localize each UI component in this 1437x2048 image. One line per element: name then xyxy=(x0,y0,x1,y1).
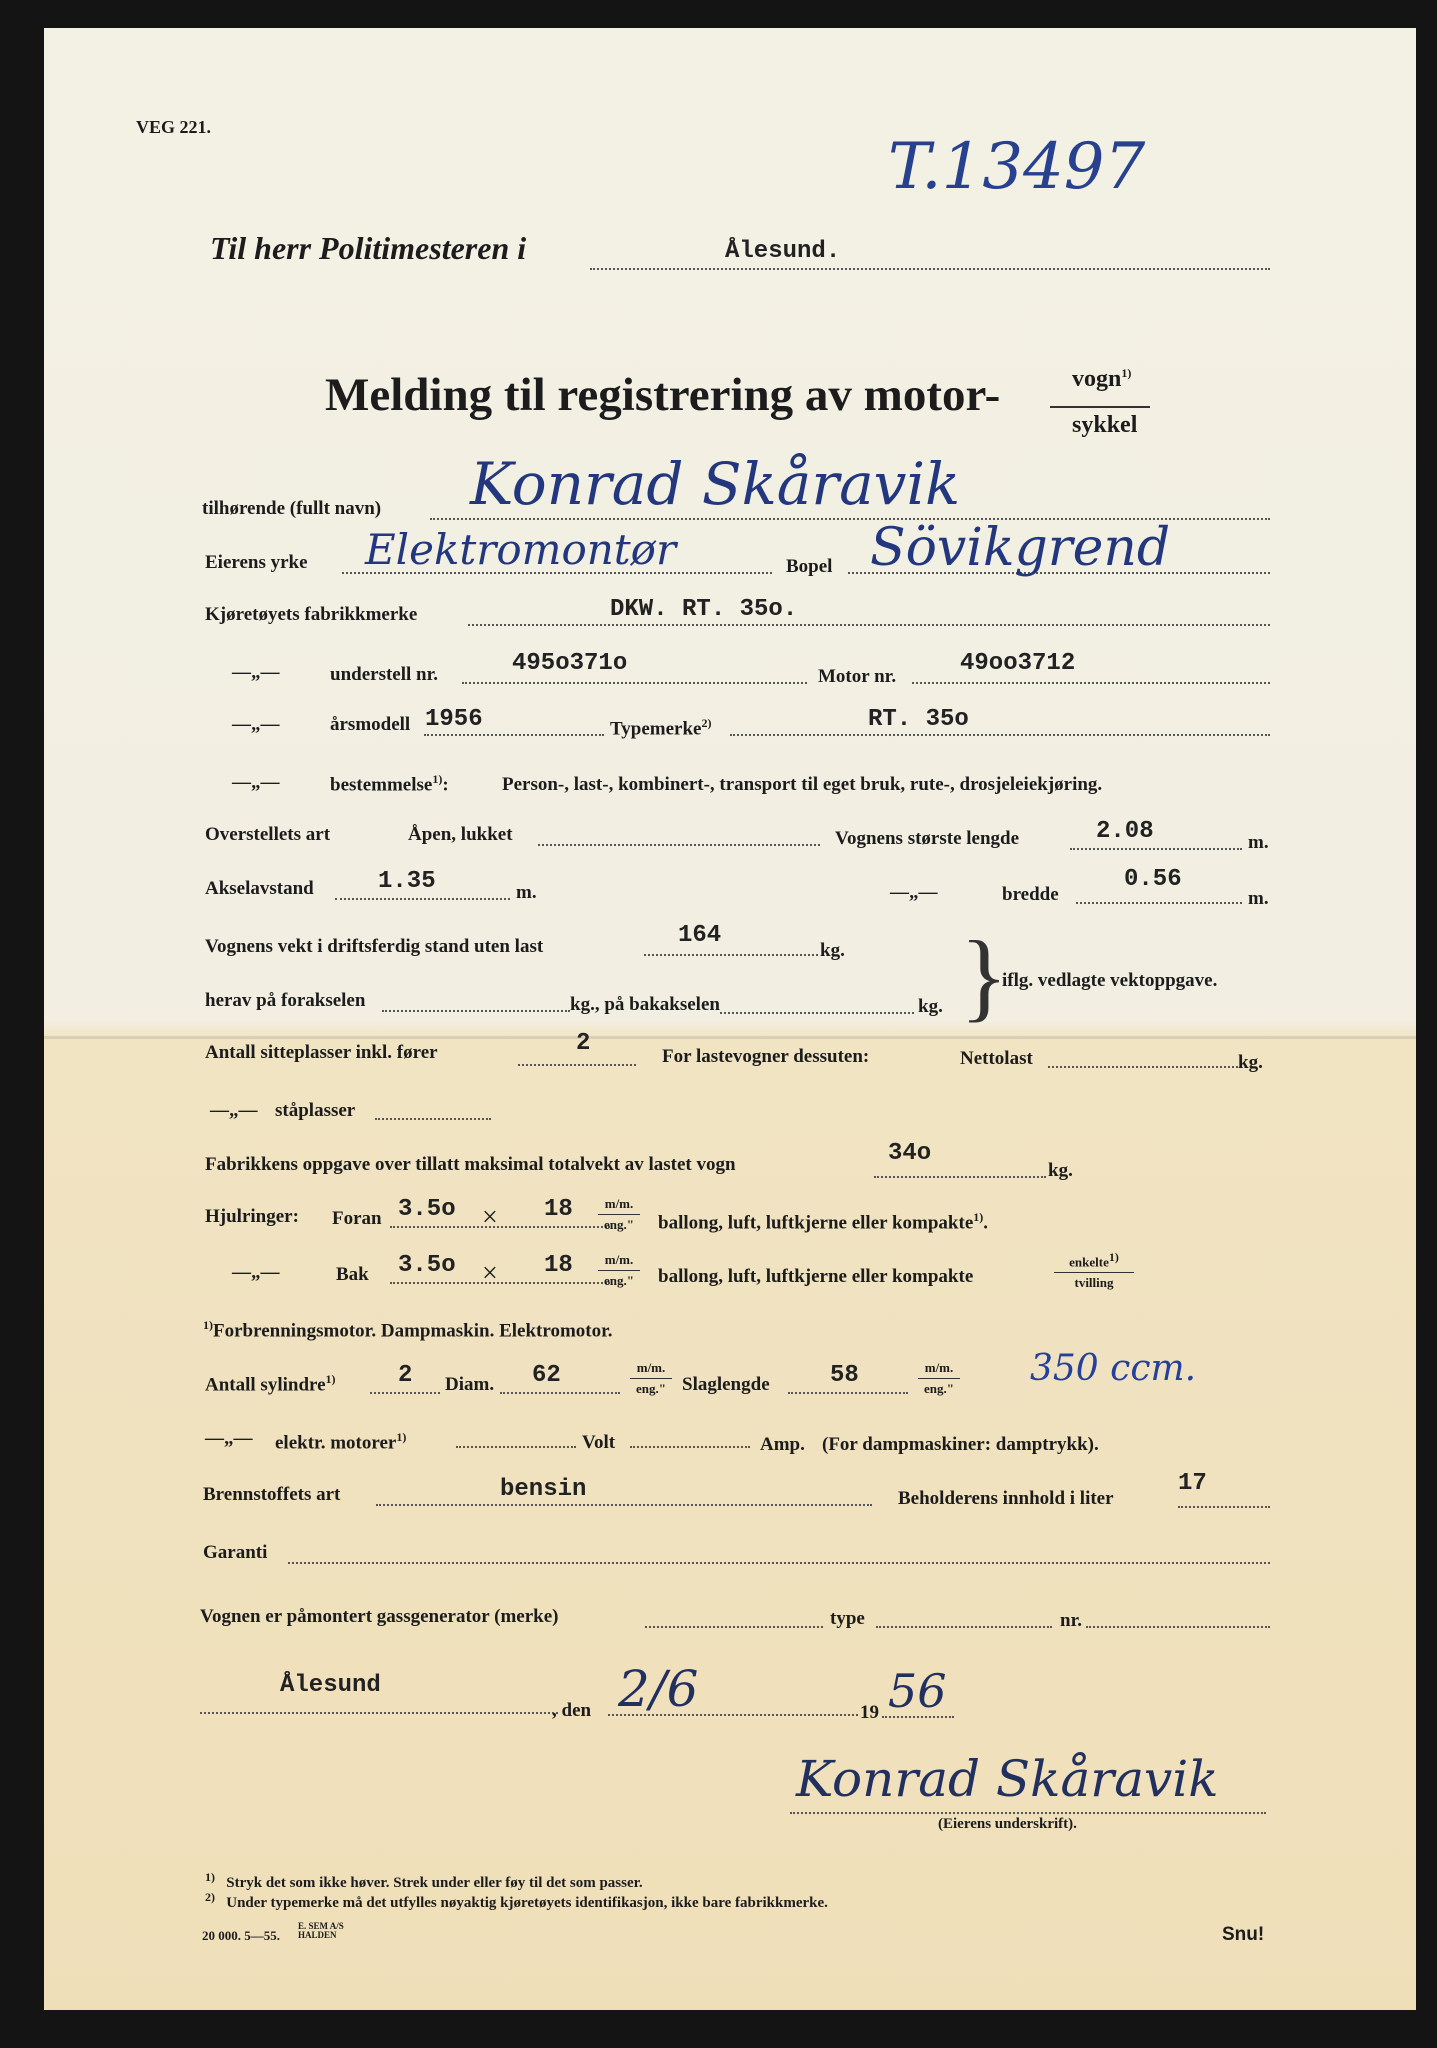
footnote-2: $^{2)}$ Under typemerke må det utfylles nøyaktig kjøretøyets identifikasjon, ikke bare fabrikkmerke. xyxy=(205,1890,828,1911)
front-label: Foran xyxy=(332,1208,382,1229)
gas-line xyxy=(645,1626,823,1628)
fuel-line xyxy=(376,1504,872,1506)
unit-kg: kg. xyxy=(1238,1052,1263,1073)
title-fraction-bar xyxy=(1050,406,1150,408)
weight-label: Vognens vekt i driftsferdig stand uten last xyxy=(205,936,544,957)
rear-width: 3.5o xyxy=(398,1252,456,1279)
signature-label: (Eierens underskrift). xyxy=(938,1816,1077,1832)
purpose-options: Person-, last-, kombinert-, transport til eget bruk, rute-, drosjeleiekjøring. xyxy=(502,774,1103,795)
type-line xyxy=(730,734,1270,736)
ditto-mark: —„— xyxy=(232,1262,280,1283)
diam-line xyxy=(500,1392,620,1394)
unit-fraction: m/m. eng." xyxy=(630,1360,672,1397)
gas-label: Vognen er påmontert gassgenerator (merke) xyxy=(200,1606,559,1627)
rear-line xyxy=(390,1282,610,1284)
weight-line xyxy=(644,954,818,956)
turn-over-mark: Snu! xyxy=(1222,1924,1265,1945)
tire-options-rear: ballong, luft, luftkjerne eller kompakte xyxy=(658,1266,974,1287)
ditto-mark: —„— xyxy=(232,772,280,793)
elmotor-line xyxy=(456,1446,576,1448)
signature-line xyxy=(790,1812,1266,1814)
unit-m: m. xyxy=(1248,888,1269,909)
unit-m: m. xyxy=(516,882,537,903)
signature: Konrad Skåravik xyxy=(796,1750,1219,1808)
brace: } xyxy=(960,920,1008,1031)
title-sykkel: sykkel xyxy=(1072,412,1138,438)
year-value: 1956 xyxy=(425,706,483,733)
ditto-mark: —„— xyxy=(232,714,280,735)
engine-types: $^{1)}$Forbrenningsmotor. Dampmaskin. Elektromotor. xyxy=(203,1318,613,1342)
times-sign: × xyxy=(482,1258,498,1289)
tank-line xyxy=(1178,1506,1270,1508)
amp-label: Amp. xyxy=(760,1434,805,1455)
footnote-1: $^{1)}$ Stryk det som ikke høver. Strek under eller føy til det som passer. xyxy=(205,1870,643,1891)
maxweight-value: 34o xyxy=(888,1140,932,1167)
wheelbase-line xyxy=(335,898,510,900)
weight-note: iflg. vedlagte vektoppgave. xyxy=(1002,970,1218,991)
cargo-label: For lastevogner dessuten: xyxy=(662,1046,870,1067)
width-value: 0.56 xyxy=(1124,866,1182,893)
tank-value: 17 xyxy=(1178,1470,1207,1497)
form-title: Melding til registrering av motor- xyxy=(325,369,1001,421)
netload-label: Nettolast xyxy=(960,1048,1033,1069)
stroke-label: Slaglengde xyxy=(682,1374,770,1395)
cyl-label: Antall sylindre$^{1)}$ xyxy=(205,1372,336,1396)
enkelte-tvilling: enkelte1) tvilling xyxy=(1054,1250,1134,1291)
occupation-value: Elektromontør xyxy=(365,525,677,574)
diam-label: Diam. xyxy=(445,1374,495,1395)
seats-label: Antall sitteplasser inkl. fører xyxy=(205,1042,438,1063)
chassis-line xyxy=(462,682,807,684)
body-line xyxy=(538,844,820,846)
steam-label: (For dampmaskiner: damptrykk). xyxy=(822,1434,1099,1455)
make-line xyxy=(468,624,1270,626)
body-options: Åpen, lukket xyxy=(408,824,513,845)
gas-nr-label: nr. xyxy=(1060,1610,1083,1631)
year-suffix: 56 xyxy=(888,1664,947,1718)
gas-type-label: type xyxy=(830,1608,865,1629)
standing-label: ståplasser xyxy=(275,1100,356,1121)
maxweight-label: Fabrikkens oppgave over tillatt maksimal totalvekt av lastet vogn xyxy=(205,1154,736,1175)
make-label: Kjøretøyets fabrikkmerke xyxy=(205,604,418,625)
rims-label: Hjulringer: xyxy=(205,1206,299,1227)
volt-line xyxy=(630,1446,750,1448)
standing-line xyxy=(375,1118,491,1120)
addressee-label: Til herr Politimesteren i xyxy=(210,230,527,266)
chassis-value: 495o371o xyxy=(512,650,628,677)
unit-fraction: m/m. eng." xyxy=(598,1252,640,1289)
wheelbase-label: Akselavstand xyxy=(205,878,314,899)
occupation-label: Eierens yrke xyxy=(205,552,308,573)
date-label: , den xyxy=(552,1700,592,1721)
weight-value: 164 xyxy=(678,922,722,949)
file-number: T.13497 xyxy=(888,130,1146,204)
ditto-mark: —„— xyxy=(205,1428,253,1449)
fuel-label: Brennstoffets art xyxy=(203,1484,341,1505)
maxweight-line xyxy=(874,1176,1046,1178)
wheelbase-value: 1.35 xyxy=(378,868,436,895)
type-label: Typemerke$^{2)}$ xyxy=(610,716,712,740)
unit-kg: kg. xyxy=(918,996,943,1017)
front-axle-label: herav på forakselen xyxy=(205,990,366,1011)
seats-line xyxy=(518,1064,636,1066)
seats-value: 2 xyxy=(576,1030,591,1057)
rear-diam: 18 xyxy=(544,1252,573,1279)
front-axle-line xyxy=(382,1010,570,1012)
owner-value: Konrad Skåravik xyxy=(470,450,961,518)
motor-value: 49oo3712 xyxy=(960,650,1076,677)
make-value: DKW. RT. 35o. xyxy=(610,596,798,623)
fuel-value: bensin xyxy=(500,1476,587,1503)
rear-axle-label: kg., på bakakselen xyxy=(570,994,720,1015)
length-label: Vognens største lengde xyxy=(835,828,1020,849)
owner-label: tilhørende (fullt navn) xyxy=(202,498,382,519)
year-label: årsmodell xyxy=(330,714,411,735)
rear-label: Bak xyxy=(336,1264,369,1285)
fold-line xyxy=(44,1036,1416,1039)
gas-type-line xyxy=(876,1626,1052,1628)
unit-kg: kg. xyxy=(1048,1160,1073,1181)
ditto-mark: —„— xyxy=(210,1100,258,1121)
unit-fraction: m/m. eng." xyxy=(598,1196,640,1233)
type-value: RT. 35o xyxy=(868,706,969,733)
year-line xyxy=(424,734,604,736)
rear-axle-line xyxy=(720,1012,914,1014)
addressee-value: Ålesund. xyxy=(725,238,841,265)
motor-line xyxy=(912,682,1270,684)
width-line xyxy=(1076,902,1242,904)
front-line xyxy=(390,1226,610,1228)
ccm-value: 350 ccm. xyxy=(1030,1348,1197,1389)
print-run: 20 000. 5—55. xyxy=(202,1928,280,1943)
unit-fraction: m/m. eng." xyxy=(918,1360,960,1397)
ditto-mark: —„— xyxy=(890,882,938,903)
chassis-label: understell nr. xyxy=(330,664,439,685)
elmotor-label: elektr. motorer$^{1)}$ xyxy=(275,1430,407,1454)
body-label: Overstellets art xyxy=(205,824,331,845)
date-value: 2/6 xyxy=(618,1660,699,1718)
motor-label: Motor nr. xyxy=(818,666,897,687)
cyl-value: 2 xyxy=(398,1362,413,1389)
purpose-label: bestemmelse$^{1)}$: xyxy=(330,772,449,796)
stroke-line xyxy=(788,1392,908,1394)
warranty-label: Garanti xyxy=(203,1542,268,1563)
stroke-value: 58 xyxy=(830,1362,859,1389)
front-diam: 18 xyxy=(544,1196,573,1223)
place-line xyxy=(200,1712,558,1714)
tire-options-front: ballong, luft, luftkjerne eller kompakte$^{1)}$. xyxy=(658,1210,989,1234)
width-label: bredde xyxy=(1002,884,1059,905)
diam-value: 62 xyxy=(532,1362,561,1389)
gas-nr-line xyxy=(1086,1626,1270,1628)
length-line xyxy=(1070,848,1242,850)
unit-m: m. xyxy=(1248,832,1269,853)
cyl-line xyxy=(370,1392,440,1394)
length-value: 2.08 xyxy=(1096,818,1154,845)
ditto-mark: —„— xyxy=(232,662,280,683)
warranty-line xyxy=(288,1562,1270,1564)
residence-label: Bopel xyxy=(786,556,833,577)
residence-value: Sövikgrend xyxy=(870,518,1171,578)
year-prefix: 19 xyxy=(860,1702,879,1723)
form-code: VEG 221. xyxy=(136,117,212,137)
addressee-line xyxy=(590,268,1270,270)
front-width: 3.5o xyxy=(398,1196,456,1223)
place-value: Ålesund xyxy=(280,1672,381,1699)
tank-label: Beholderens innhold i liter xyxy=(898,1488,1114,1509)
unit-kg: kg. xyxy=(820,940,845,961)
title-vogn: vogn$^{1)}$ xyxy=(1072,366,1132,392)
printer-name: E. SEM A/S HALDEN xyxy=(298,1921,344,1940)
netload-line xyxy=(1048,1066,1238,1068)
times-sign: × xyxy=(482,1202,498,1233)
volt-label: Volt xyxy=(582,1432,616,1453)
